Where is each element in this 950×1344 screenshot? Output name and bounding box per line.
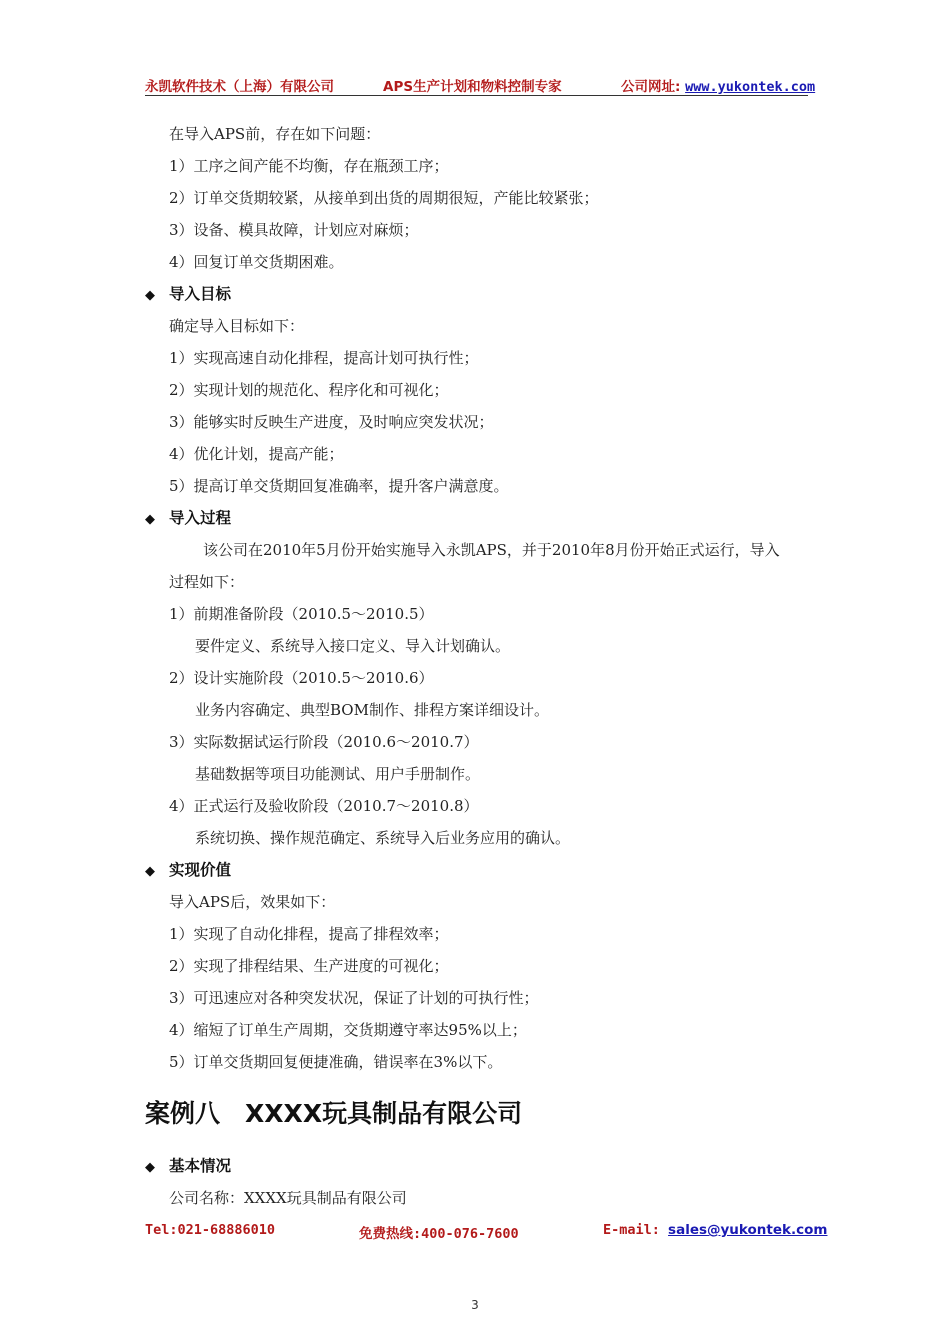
value-item: 3）可迅速应对各种突发状况，保证了计划的可执行性； — [169, 989, 539, 1007]
section-heading-text: 导入过程 — [169, 509, 232, 527]
section-heading-basic — [145, 1152, 810, 1184]
section-heading-text: 基本情况 — [169, 1157, 232, 1175]
goals-intro: 确定导入目标如下： — [169, 317, 305, 335]
value-item: 2）实现了排程结果、生产进度的可视化； — [169, 957, 449, 975]
diamond-bullet-icon: ◆ — [145, 512, 155, 527]
page-footer — [145, 1222, 828, 1242]
goal-item: 1）实现高速自动化排程，提高计划可执行性； — [169, 349, 479, 367]
value-item: 1）实现了自动化排程，提高了排程效率； — [169, 925, 449, 943]
problem-item: 3）设备、模具故障，计划应对麻烦； — [169, 221, 419, 239]
phase-title: 1）前期准备阶段（2010.5～2010.5） — [169, 605, 434, 623]
header-site-link[interactable]: www.yukontek.com — [685, 79, 816, 95]
phase-desc: 业务内容确定、典型BOM制作、排程方案详细设计。 — [195, 701, 549, 719]
goal-item: 5）提高订单交货期回复准确率，提升客户满意度。 — [169, 477, 509, 495]
goal-item: 4）优化计划，提高产能； — [169, 445, 344, 463]
page-number: 3 — [471, 1298, 479, 1312]
section-heading-text: 导入目标 — [169, 285, 232, 303]
process-intro-line1: 该公司在2010年5月份开始实施导入永凯APS，并于2010年8月份开始正式运行，导入 — [203, 541, 780, 559]
company-name: 公司名称：XXXX玩具制品有限公司 — [169, 1189, 407, 1207]
problem-item: 2）订单交货期较紧，从接单到出货的周期很短，产能比较紧张； — [169, 189, 599, 207]
section-heading-text: 实现价值 — [169, 861, 232, 879]
phase-desc: 系统切换、操作规范确定、系统导入后业务应用的确认。 — [195, 829, 571, 847]
footer-tel: Tel:021-68886010 — [145, 1222, 276, 1238]
intro-text: 在导入APS前，存在如下问题： — [169, 125, 381, 143]
goal-item: 2）实现计划的规范化、程序化和可视化； — [169, 381, 449, 399]
section-heading-process — [145, 504, 810, 536]
process-intro-line2: 过程如下： — [169, 573, 245, 591]
section-heading-goals — [145, 280, 810, 312]
footer-email-label: E-mail: — [603, 1222, 660, 1238]
header-company: 永凯软件技术（上海）有限公司 — [145, 79, 334, 95]
phase-title: 3）实际数据试运行阶段（2010.6～2010.7） — [169, 733, 479, 751]
phase-desc: 基础数据等项目功能测试、用户手册制作。 — [195, 765, 481, 783]
diamond-bullet-icon: ◆ — [145, 1160, 155, 1175]
diamond-bullet-icon: ◆ — [145, 864, 155, 879]
problem-item: 1）工序之间产能不均衡，存在瓶颈工序； — [169, 157, 449, 175]
phase-title: 2）设计实施阶段（2010.5～2010.6） — [169, 669, 434, 687]
footer-email — [603, 1222, 827, 1238]
document-body — [145, 120, 810, 1080]
footer-hotline: 免费热线:400-076-7600 — [359, 1226, 519, 1242]
value-item: 4）缩短了订单生产周期，交货期遵守率达95%以上； — [169, 1021, 527, 1039]
value-item: 5）订单交货期回复便捷准确，错误率在3%以下。 — [169, 1053, 503, 1071]
problem-item: 4）回复订单交货期困难。 — [169, 253, 344, 271]
phase-title: 4）正式运行及验收阶段（2010.7～2010.8） — [169, 797, 479, 815]
header-slogan: APS生产计划和物料控制专家 — [383, 79, 562, 95]
goal-item: 3）能够实时反映生产进度，及时响应突发状况； — [169, 413, 494, 431]
header-site — [621, 75, 815, 95]
footer-email-link[interactable]: sales@yukontek.com — [668, 1222, 828, 1238]
case-title: 案例八 XXXX玩具制品有限公司 — [145, 1099, 523, 1128]
page-header — [145, 74, 816, 96]
section-heading-value — [145, 856, 810, 888]
phase-desc: 要件定义、系统导入接口定义、导入计划确认。 — [195, 637, 511, 655]
header-site-label: 公司网址: — [621, 79, 681, 95]
value-intro: 导入APS后，效果如下： — [169, 893, 336, 911]
case-body — [145, 1152, 810, 1216]
diamond-bullet-icon: ◆ — [145, 288, 155, 303]
